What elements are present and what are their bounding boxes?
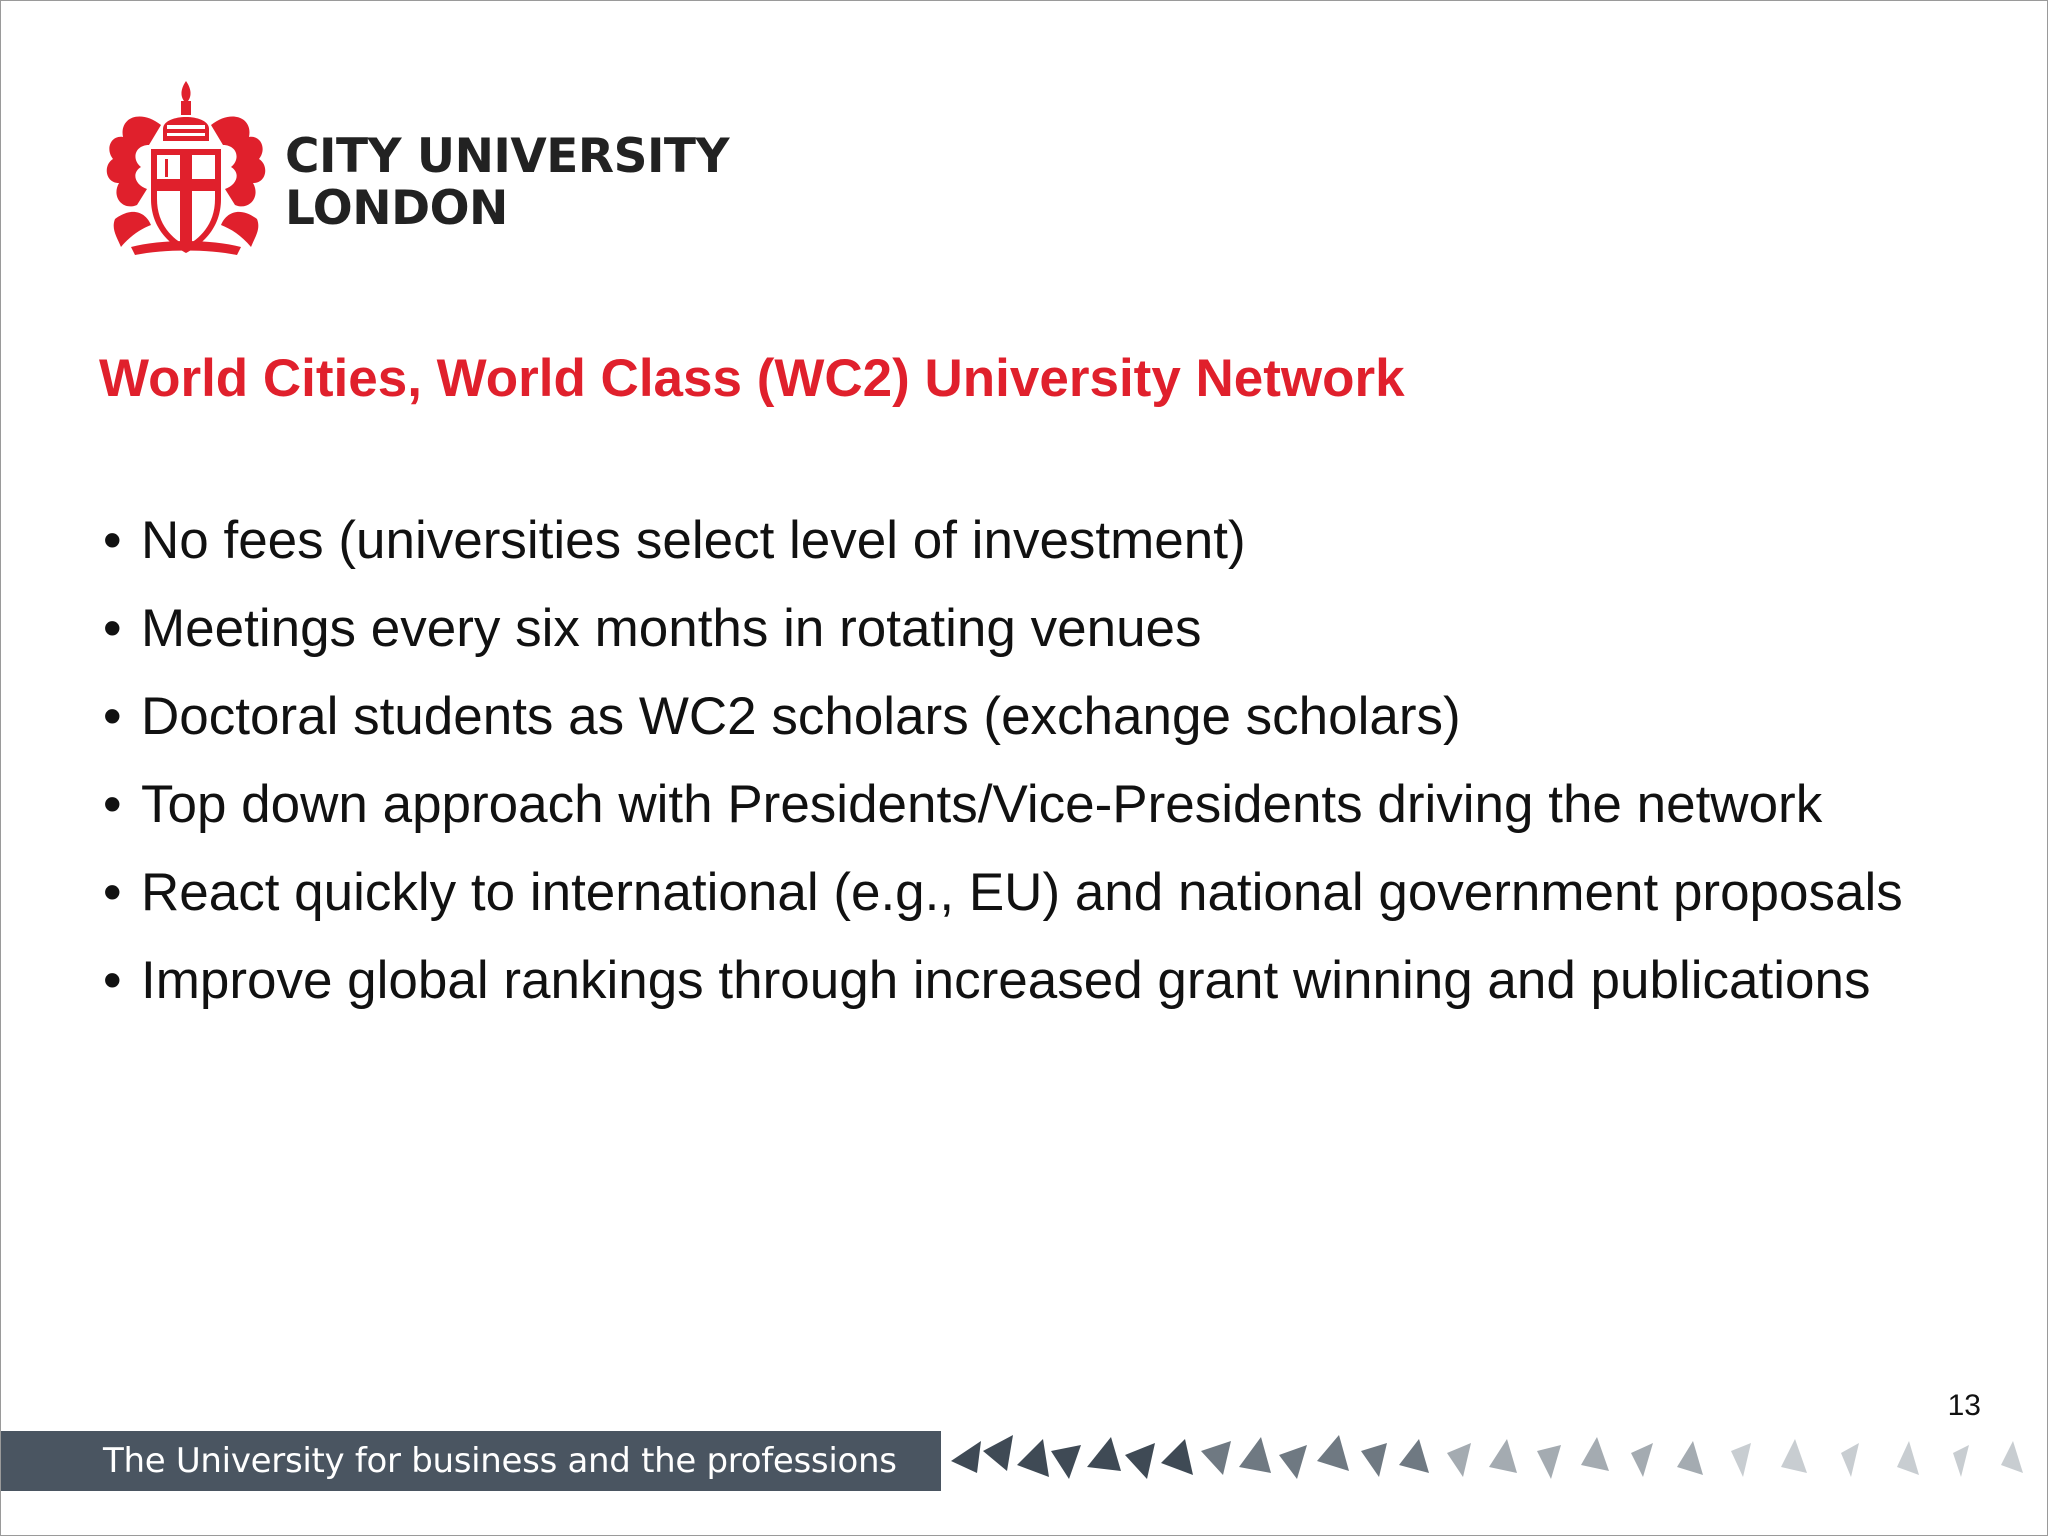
- logo-line-1: CITY UNIVERSITY: [285, 129, 730, 184]
- bullet-glyph: •: [103, 775, 122, 834]
- page-number: 13: [1947, 1389, 1981, 1422]
- bullet-text: Top down approach with Presidents/Vice-Presidents driving the network: [141, 775, 1823, 834]
- bullet-item: [99, 685, 1999, 749]
- bullet-list: [99, 509, 1999, 1037]
- bullet-glyph: •: [103, 511, 122, 570]
- logo-wordmark: [285, 131, 729, 235]
- bullet-item: [99, 509, 1999, 573]
- university-logo: [101, 79, 741, 259]
- bullet-glyph: •: [103, 687, 122, 746]
- bullet-glyph: •: [103, 863, 122, 922]
- logo-line-2: LONDON: [285, 181, 508, 236]
- bullet-glyph: •: [103, 951, 122, 1010]
- bullet-item: [99, 597, 1999, 661]
- bullet-item: [99, 773, 1999, 837]
- bullet-text: React quickly to international (e.g., EU) and national government proposals: [141, 863, 1903, 922]
- bullet-text: Meetings every six months in rotating venues: [141, 599, 1202, 658]
- footer-decorative-pattern: [941, 1421, 2047, 1501]
- bullet-item: [99, 949, 1999, 1013]
- bullet-text: No fees (universities select level of investment): [141, 511, 1246, 570]
- bullet-item: [99, 861, 1999, 925]
- slide-title: World Cities, World Class (WC2) University Network: [99, 349, 1405, 408]
- university-crest-icon: [101, 79, 271, 259]
- bullet-text: Improve global rankings through increased grant winning and publications: [141, 951, 1871, 1010]
- footer-tagline: The University for business and the professions: [103, 1441, 897, 1481]
- bullet-text: Doctoral students as WC2 scholars (exchange scholars): [141, 687, 1461, 746]
- bullet-glyph: •: [103, 599, 122, 658]
